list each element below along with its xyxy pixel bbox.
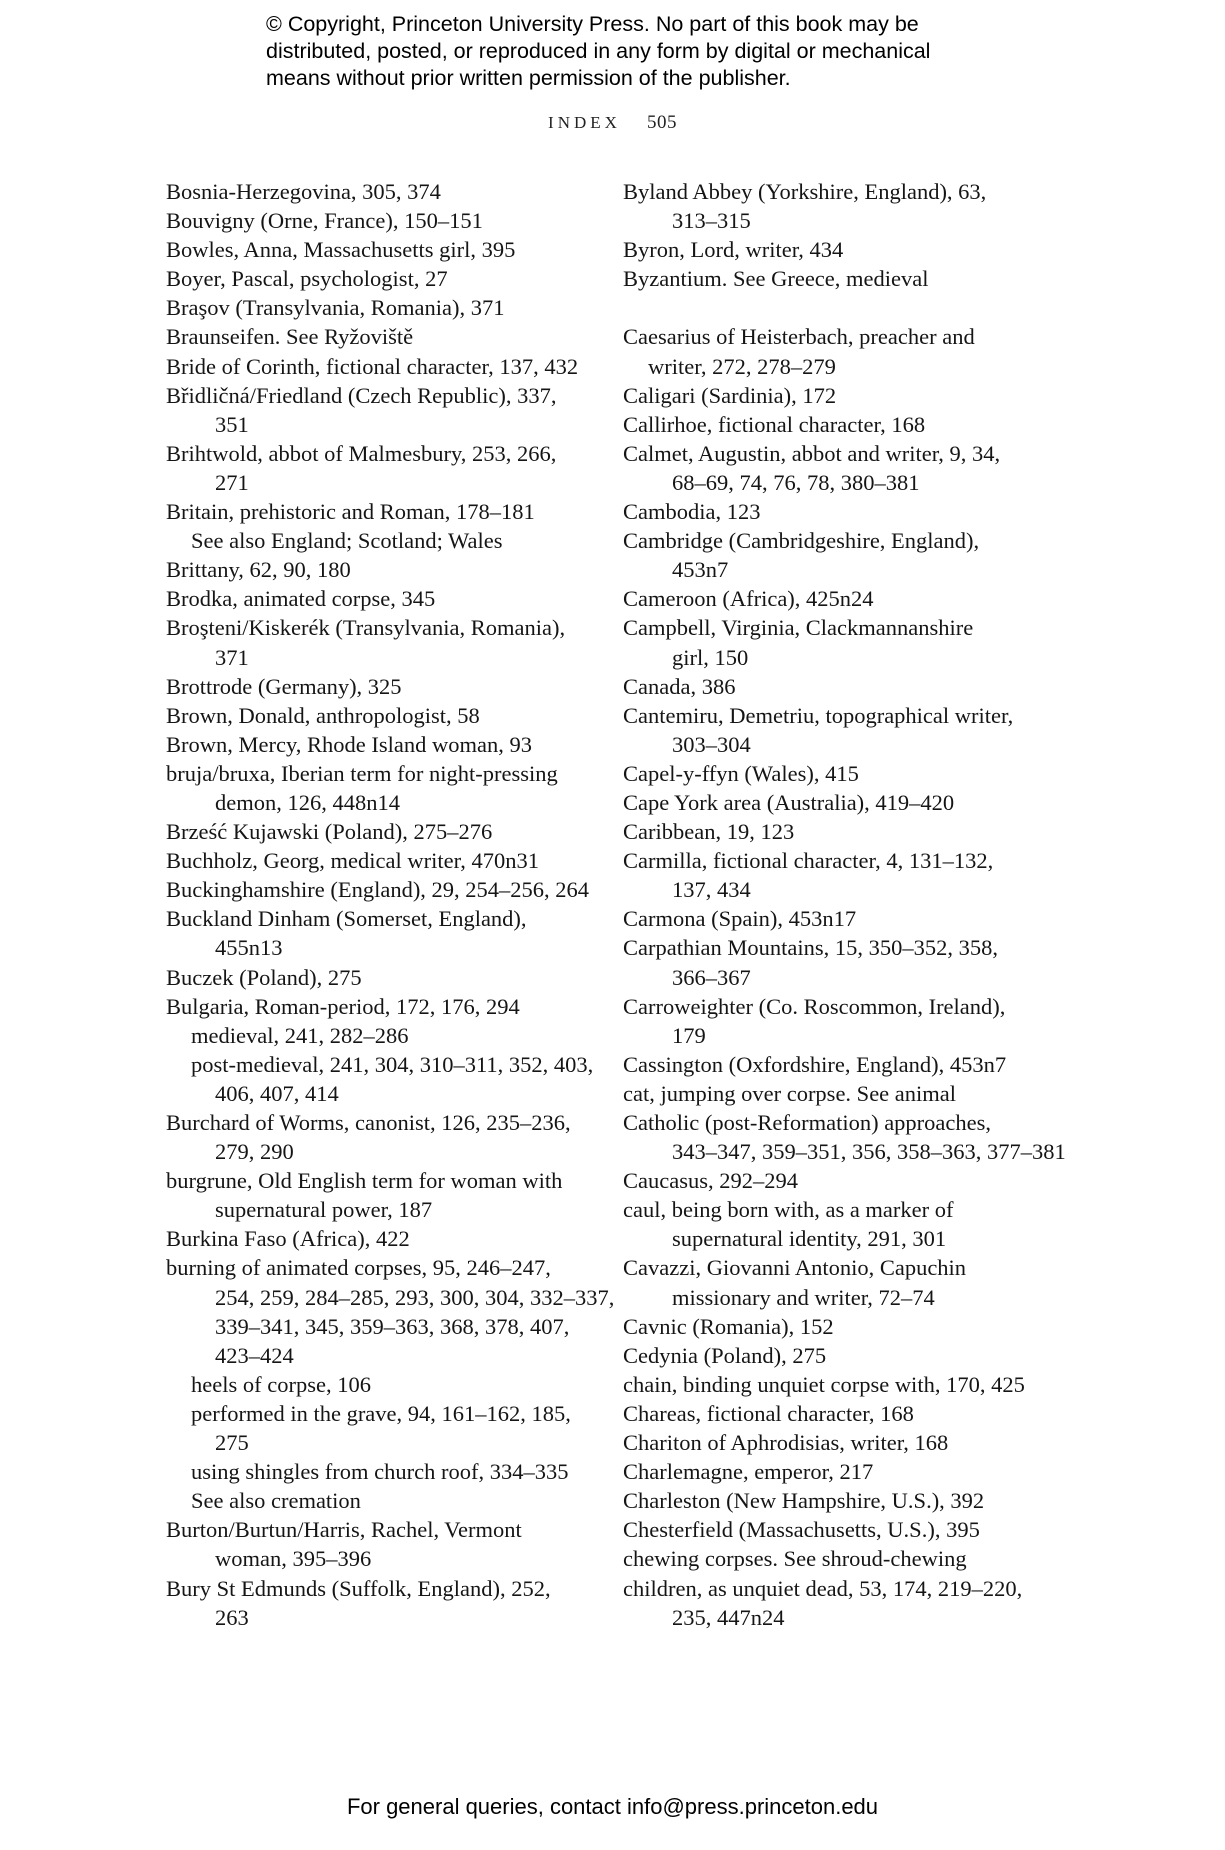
- index-entry: Carpathian Mountains, 15, 350–352, 358,: [623, 935, 998, 961]
- index-entry: Burchard of Worms, canonist, 126, 235–236,: [166, 1110, 571, 1135]
- index-entry: 366–367: [672, 964, 751, 990]
- index-entry: Charleston (New Hampshire, U.S.), 392: [623, 1488, 985, 1514]
- index-entry: Calmet, Augustin, abbot and writer, 9, 34,: [623, 440, 1001, 466]
- index-entry: Carmona (Spain), 453n17: [623, 906, 857, 932]
- index-entry: 137, 434: [672, 877, 751, 903]
- index-entry: performed in the grave, 94, 161–162, 185,: [191, 1400, 571, 1426]
- index-entry: 263: [215, 1604, 249, 1630]
- index-entry: See also England; Scotland; Wales: [191, 528, 503, 554]
- index-entry: 303–304: [672, 731, 751, 757]
- index-entry: demon, 126, 448n14: [215, 789, 400, 815]
- section-label: INDEX: [548, 113, 621, 132]
- index-section-gap: [623, 293, 1053, 322]
- index-entry: Buckinghamshire (England), 29, 254–256, 264: [166, 877, 590, 903]
- index-entry: Chariton of Aphrodisias, writer, 168: [623, 1430, 949, 1456]
- index-entry: Braşov (Transylvania, Romania), 371: [166, 295, 505, 321]
- footer-contact: For general queries, contact info@press.princeton.edu: [346, 1794, 879, 1819]
- index-entry: 453n7: [672, 557, 729, 583]
- index-entry: 423–424: [215, 1342, 294, 1368]
- index-entry: See also cremation: [191, 1488, 361, 1514]
- index-entry: 313–315: [672, 208, 751, 234]
- index-entry: post-medieval, 241, 304, 310–311, 352, 403,: [191, 1051, 594, 1077]
- index-entry: burgrune, Old English term for woman with: [166, 1168, 563, 1194]
- index-entry: Caesarius of Heisterbach, preacher and: [623, 324, 975, 350]
- index-entry: Buckland Dinham (Somerset, England),: [166, 906, 527, 932]
- index-entry: Caribbean, 19, 123: [623, 819, 795, 845]
- index-entry: Cedynia (Poland), 275: [623, 1342, 827, 1368]
- index-entry: Burkina Faso (Africa), 422: [166, 1226, 410, 1252]
- index-column-right: [623, 177, 1066, 1632]
- index-entry: girl, 150: [672, 644, 749, 670]
- index-entry: Bouvigny (Orne, France), 150–151: [166, 208, 483, 234]
- index-entry: Broşteni/Kiskerék (Transylvania, Romania),: [166, 615, 566, 641]
- index-entry: Chesterfield (Massachusetts, U.S.), 395: [623, 1517, 980, 1543]
- index-entry: Bride of Corinth, fictional character, 137, 432: [166, 353, 579, 379]
- index-entry: Cambodia, 123: [623, 499, 761, 525]
- index-entry: 343–347, 359–351, 356, 358–363, 377–381: [672, 1139, 1066, 1165]
- index-entry: Brottrode (Germany), 325: [166, 673, 402, 699]
- index-entry: Byzantium. See Greece, medieval: [623, 266, 929, 292]
- index-entry: Buchholz, Georg, medical writer, 470n31: [166, 848, 539, 874]
- index-entry: Cape York area (Australia), 419–420: [623, 789, 955, 815]
- index-entry: Campbell, Virginia, Clackmannanshire: [623, 615, 974, 641]
- index-entry: children, as unquiet dead, 53, 174, 219–220,: [623, 1575, 1023, 1601]
- running-head: [0, 112, 1225, 134]
- index-entry: Cavnic (Romania), 152: [623, 1313, 834, 1339]
- index-entry: woman, 395–396: [215, 1546, 372, 1572]
- copyright-line: distributed, posted, or reproduced in any form by digital or mechanical: [266, 39, 931, 63]
- index-entry: Brodka, animated corpse, 345: [166, 586, 436, 612]
- index-entry: chain, binding unquiet corpse with, 170, 425: [623, 1371, 1025, 1397]
- index-entry: 254, 259, 284–285, 293, 300, 304, 332–337,: [215, 1284, 615, 1310]
- index-entry: Catholic (post-Reformation) approaches,: [623, 1110, 992, 1135]
- index-entry: Byland Abbey (Yorkshire, England), 63,: [623, 179, 987, 204]
- index-entry: Brześć Kujawski (Poland), 275–276: [166, 819, 493, 845]
- index-entry: supernatural power, 187: [215, 1197, 433, 1223]
- page-number: 505: [646, 112, 677, 133]
- index-entry: burning of animated corpses, 95, 246–247,: [166, 1255, 551, 1281]
- index-entry: heels of corpse, 106: [191, 1371, 371, 1397]
- index-entry: Cameroon (Africa), 425n24: [623, 586, 874, 612]
- index-entry: Cavazzi, Giovanni Antonio, Capuchin: [623, 1255, 967, 1281]
- index-entry: bruja/bruxa, Iberian term for night-pressing: [166, 760, 558, 786]
- index-entry: Callirhoe, fictional character, 168: [623, 411, 926, 437]
- index-entry: Cantemiru, Demetriu, topographical writer,: [623, 702, 1014, 728]
- index-entry: using shingles from church roof, 334–335: [191, 1459, 569, 1485]
- index-entry: 271: [215, 469, 249, 495]
- copyright-notice: [266, 11, 1026, 92]
- index-entry: 275: [215, 1430, 249, 1456]
- index-entry: Chareas, fictional character, 168: [623, 1400, 914, 1426]
- index-entry: 68–69, 74, 76, 78, 380–381: [672, 469, 920, 495]
- index-entry: Bury St Edmunds (Suffolk, England), 252,: [166, 1575, 551, 1601]
- index-entry: Braunseifen. See Ryžoviště: [166, 324, 414, 350]
- index-entry: writer, 272, 278–279: [648, 353, 836, 379]
- index-entry: Byron, Lord, writer, 434: [623, 237, 844, 263]
- index-entry: 455n13: [215, 935, 283, 961]
- index-entry: Brittany, 62, 90, 180: [166, 557, 351, 583]
- index-entry: Brihtwold, abbot of Malmesbury, 253, 266,: [166, 440, 557, 466]
- index-entry: Břidličná/Friedland (Czech Republic), 337,: [166, 382, 557, 408]
- index-entry: supernatural identity, 291, 301: [672, 1226, 947, 1252]
- copyright-line: © Copyright, Princeton University Press. No part of this book may be: [266, 12, 919, 36]
- index-entry: Carroweighter (Co. Roscommon, Ireland),: [623, 993, 1006, 1019]
- index-entry: Caligari (Sardinia), 172: [623, 382, 837, 408]
- index-entry: missionary and writer, 72–74: [672, 1284, 935, 1310]
- index-entry: Canada, 386: [623, 673, 736, 699]
- index-entry: Bowles, Anna, Massachusetts girl, 395: [166, 237, 516, 263]
- index-entry: Bosnia-Herzegovina, 305, 374: [166, 179, 441, 204]
- index-column-left: [166, 177, 615, 1632]
- index-entry: 406, 407, 414: [215, 1080, 339, 1106]
- index-entry: 351: [215, 411, 249, 437]
- index-entry: medieval, 241, 282–286: [191, 1022, 409, 1048]
- index-entry: Buczek (Poland), 275: [166, 964, 362, 990]
- index-entry: Cambridge (Cambridgeshire, England),: [623, 528, 980, 554]
- index-entry: Charlemagne, emperor, 217: [623, 1459, 874, 1485]
- index-entry: 179: [672, 1022, 706, 1048]
- index-entry: 235, 447n24: [672, 1604, 785, 1630]
- index-entry: Capel-y-ffyn (Wales), 415: [623, 760, 859, 786]
- index-entry: Carmilla, fictional character, 4, 131–132,: [623, 848, 994, 874]
- index-entry: chewing corpses. See shroud-chewing: [623, 1546, 967, 1572]
- index-entry: 279, 290: [215, 1139, 294, 1165]
- index-entry: Boyer, Pascal, psychologist, 27: [166, 266, 448, 292]
- index-entry: Caucasus, 292–294: [623, 1168, 798, 1194]
- index-entry: cat, jumping over corpse. See animal: [623, 1080, 957, 1106]
- index-entry: Brown, Mercy, Rhode Island woman, 93: [166, 731, 532, 757]
- index-entry: Bulgaria, Roman-period, 172, 176, 294: [166, 993, 520, 1019]
- index-entry: Cassington (Oxfordshire, England), 453n7: [623, 1051, 1007, 1077]
- index-entry: 339–341, 345, 359–363, 368, 378, 407,: [215, 1313, 570, 1339]
- index-entry: Britain, prehistoric and Roman, 178–181: [166, 499, 535, 525]
- copyright-line: means without prior written permission of the publisher.: [266, 66, 791, 90]
- index-entry: 371: [215, 644, 249, 670]
- index-entry: caul, being born with, as a marker of: [623, 1197, 954, 1223]
- index-entry: Burton/Burtun/Harris, Rachel, Vermont: [166, 1517, 522, 1543]
- index-entry: Brown, Donald, anthropologist, 58: [166, 702, 480, 728]
